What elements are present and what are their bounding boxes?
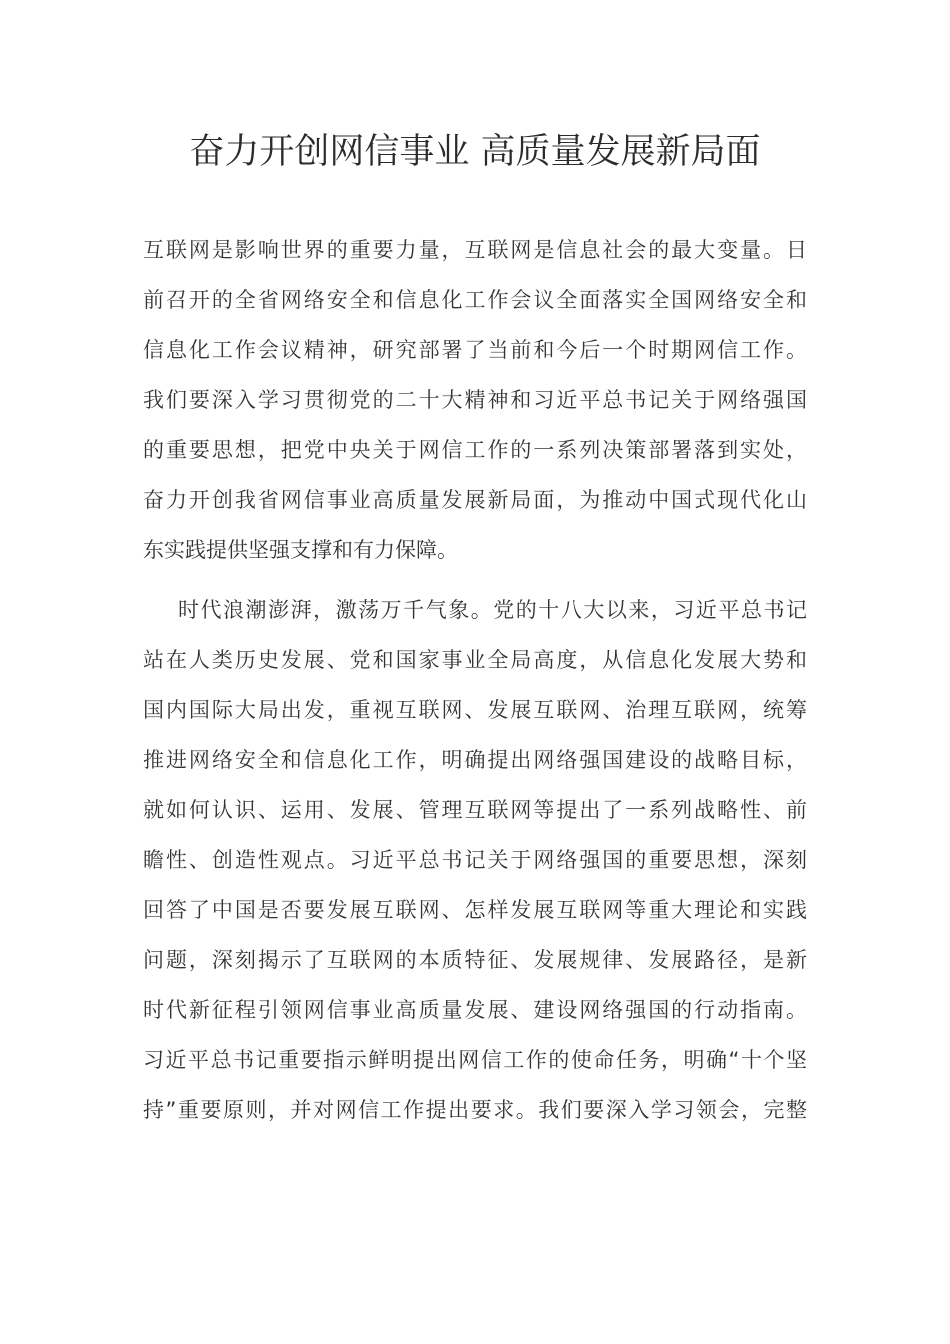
text-line: 时代新征程引领网信事业高质量发展、建设网络强国的行动指南。 (143, 998, 807, 1022)
text-line: 前召开的全省网络安全和信息化工作会议全面落实全国网络安全和 (143, 288, 807, 312)
text-line: 的重要思想，把党中央关于网信工作的一系列决策部署落到实处， (143, 438, 807, 462)
text-line: 时代浪潮澎湃，激荡万千气象。党的十八大以来，习近平总书记 (178, 598, 807, 622)
text-line: 国内国际大局出发，重视互联网、发展互联网、治理互联网，统筹 (143, 698, 807, 722)
text-line: 信息化工作会议精神，研究部署了当前和今后一个时期网信工作。 (143, 338, 807, 362)
text-line: 互联网是影响世界的重要力量，互联网是信息社会的最大变量。日 (143, 238, 807, 262)
paragraph-1 (143, 225, 807, 575)
document-body (143, 225, 807, 1135)
text-line: 持”重要原则，并对网信工作提出要求。我们要深入学习领会，完整 (143, 1098, 807, 1122)
text-line: 站在人类历史发展、党和国家事业全局高度，从信息化发展大势和 (143, 648, 807, 672)
paragraph-2 (143, 585, 807, 1135)
text-line: 回答了中国是否要发展互联网、怎样发展互联网等重大理论和实践 (143, 898, 807, 922)
text-line: 习近平总书记重要指示鲜明提出网信工作的使命任务，明确“十个坚 (143, 1048, 807, 1072)
text-line: 奋力开创我省网信事业高质量发展新局面，为推动中国式现代化山 (143, 488, 807, 512)
text-line: 就如何认识、运用、发展、管理互联网等提出了一系列战略性、前 (143, 798, 807, 822)
text-line: 推进网络安全和信息化工作，明确提出网络强国建设的战略目标， (143, 748, 807, 772)
document-title: 奋力开创网信事业 高质量发展新局面 (189, 132, 761, 172)
text-line: 瞻性、创造性观点。习近平总书记关于网络强国的重要思想，深刻 (143, 848, 807, 872)
text-line: 东实践提供坚强支撑和有力保障。 (143, 538, 458, 562)
text-line: 我们要深入学习贯彻党的二十大精神和习近平总书记关于网络强国 (143, 388, 807, 412)
text-line: 问题，深刻揭示了互联网的本质特征、发展规律、发展路径，是新 (143, 948, 807, 972)
